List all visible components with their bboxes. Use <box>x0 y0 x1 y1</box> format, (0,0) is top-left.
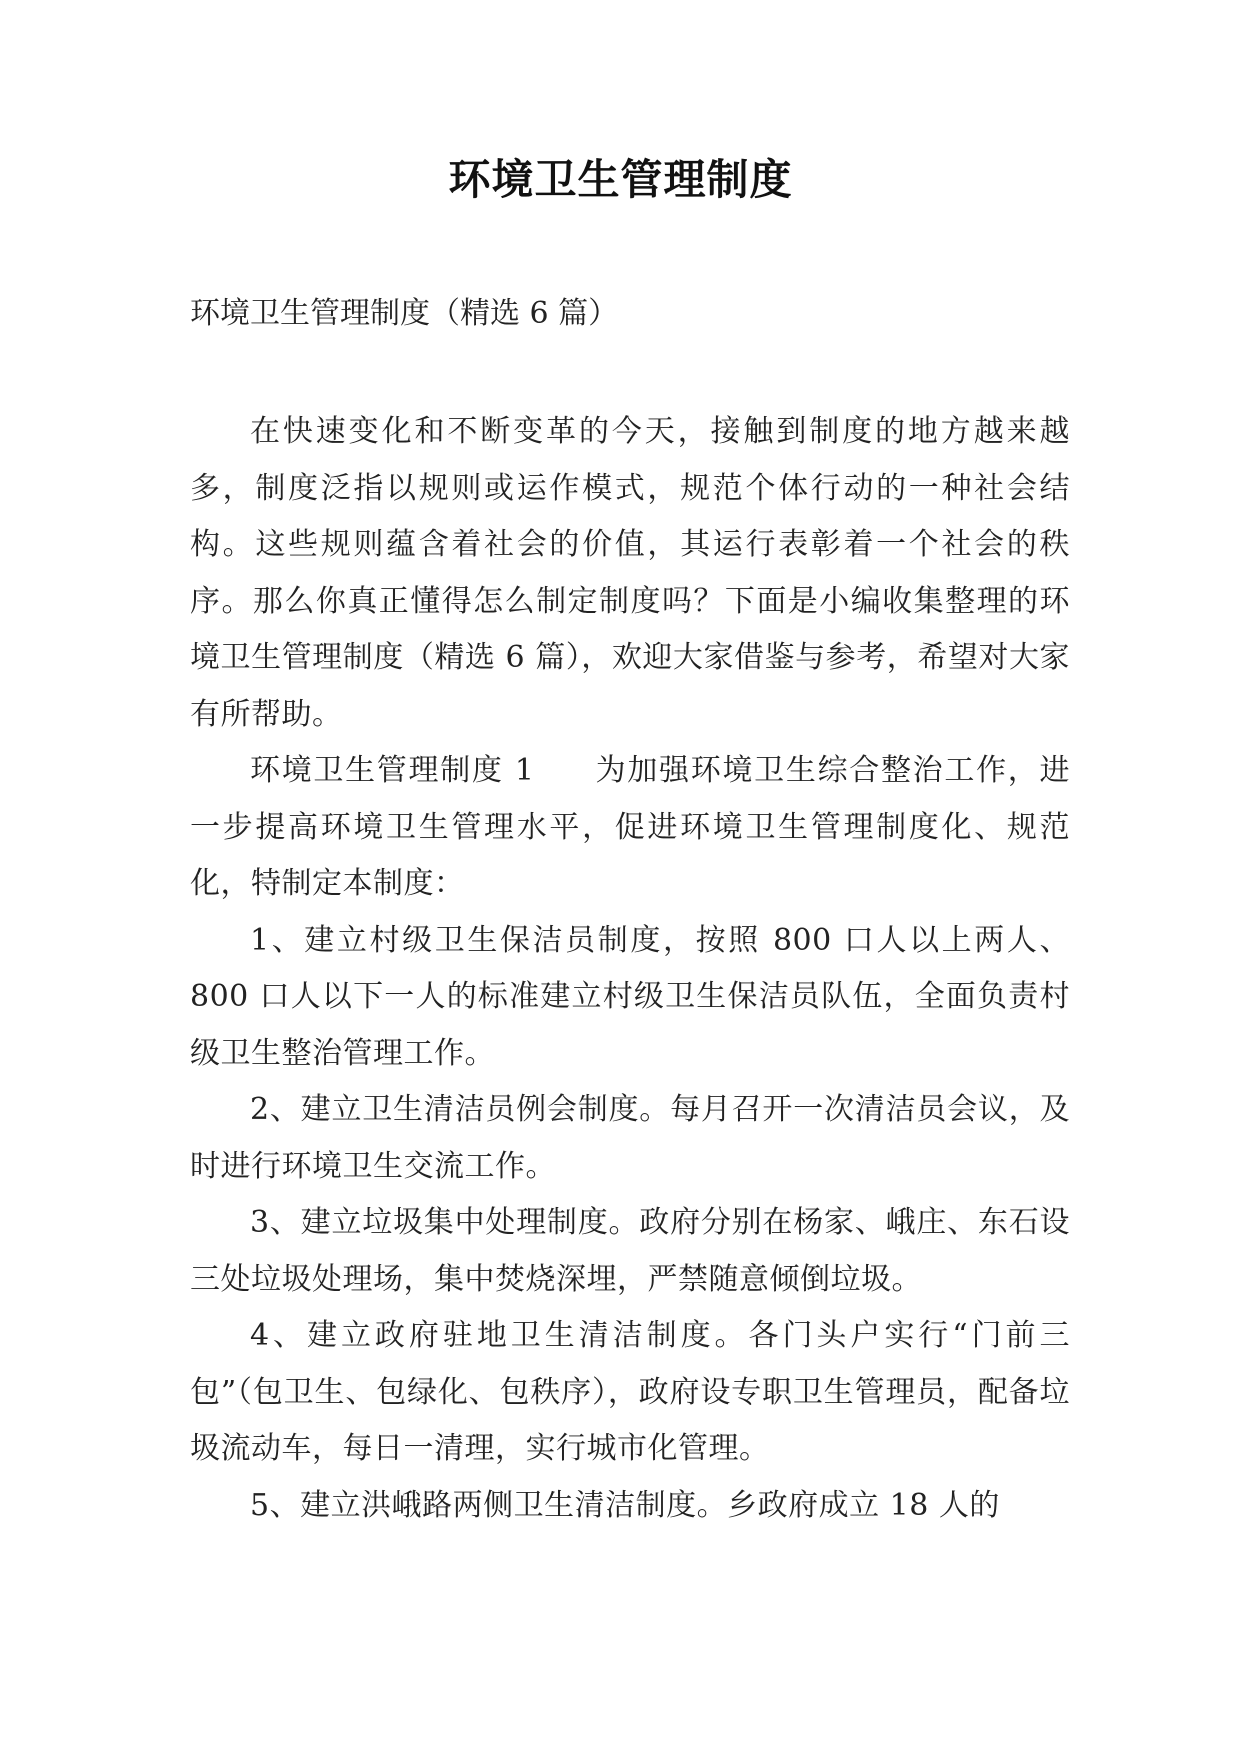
list-item: 3、建立垃圾集中处理制度。政府分别在杨家、峨庄、东石设三处垃圾处理场，集中焚烧深埋，严禁随意倾倒垃圾。 <box>190 1205 1070 1297</box>
section-1-heading: 环境卫生管理制度 1 <box>250 753 535 788</box>
document-subtitle: 环境卫生管理制度（精选 6 篇） <box>190 296 619 331</box>
section-1-text: 为加强环境卫生综合整治工作，进一步提高环境卫生管理水平，促进环境卫生管理制度化、规范化，特制定本制度： <box>190 753 1070 901</box>
document-body <box>190 404 1070 1534</box>
list-item: 1、建立村级卫生保洁员制度，按照 800 口人以上两人、800 口人以下一人的标准建立村级卫生保洁员队伍，全面负责村级卫生整治管理工作。 <box>190 922 1070 1071</box>
document-title: 环境卫生管理制度 <box>448 155 793 204</box>
intro-paragraph: 在快速变化和不断变革的今天，接触到制度的地方越来越多，制度泛指以规则或运作模式，规范个体行动的一种社会结构。这些规则蕴含着社会的价值，其运行表彰着一个社会的秩序。那么你真正懂得怎么制定制度吗？下面是小编收集整理的环境卫生管理制度（精选 6 篇），欢迎大家借鉴与参考，希望对大家有所帮助。 <box>190 414 1070 732</box>
list-item: 5、建立洪峨路两侧卫生清洁制度。乡政府成立 18 人的 <box>250 1487 1000 1523</box>
list-item: 2、建立卫生清洁员例会制度。每月召开一次清洁员会议，及时进行环境卫生交流工作。 <box>190 1092 1070 1184</box>
section-1-paragraph <box>190 743 1070 913</box>
list-item: 4、建立政府驻地卫生清洁制度。各门头户实行“门前三包”（包卫生、包绿化、包秩序），政府设专职卫生管理员，配备垃圾流动车，每日一清理，实行城市化管理。 <box>190 1318 1070 1466</box>
